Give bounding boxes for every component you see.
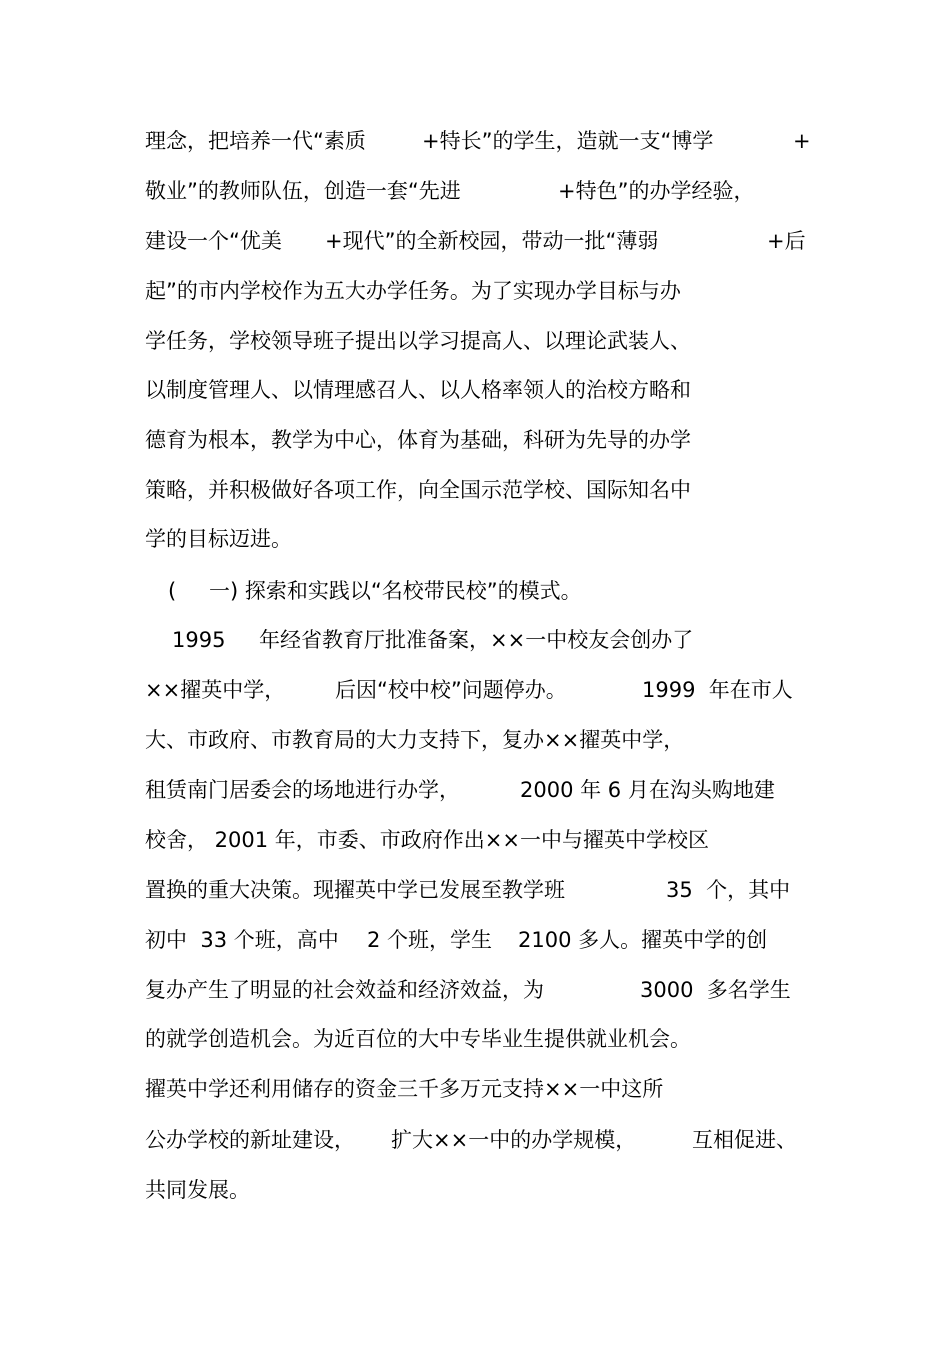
text-segment: 初中 33 个班，高中 bbox=[145, 928, 339, 952]
text-segment: 大、市政府、市教育局的大力支持下，复办××擢英中学， bbox=[145, 728, 685, 752]
text-line bbox=[145, 774, 775, 806]
text-segment: 起”的市内学校作为五大办学任务。为了实现办学目标与办 bbox=[145, 279, 681, 303]
text-segment: +现代”的全新校园，带动一批“薄弱 bbox=[325, 229, 659, 253]
text-segment: 3000 多名学生 bbox=[640, 978, 791, 1002]
text-line bbox=[145, 924, 768, 956]
text-segment: 1995 bbox=[172, 628, 226, 652]
text-segment: 2100 多人。擢英中学的创 bbox=[518, 928, 768, 952]
text-segment: 以制度管理人、以情理感召人、以人格率领人的治校方略和 bbox=[145, 378, 691, 402]
text-line bbox=[145, 674, 793, 706]
text-segment: 的就学创造机会。为近百位的大中专毕业生提供就业机会。 bbox=[145, 1027, 691, 1051]
text-segment: 后因“校中校”问题停办。 bbox=[335, 678, 567, 702]
text-line bbox=[145, 1124, 797, 1156]
text-segment: ( bbox=[168, 579, 177, 603]
text-line bbox=[145, 424, 691, 456]
text-segment: 德育为根本，教学为中心，体育为基础，科研为先导的办学 bbox=[145, 428, 691, 452]
text-line bbox=[145, 325, 691, 357]
text-segment: +特色”的办学经验， bbox=[558, 179, 755, 203]
text-segment: 扩大××一中的办学规模， bbox=[391, 1128, 637, 1152]
text-segment: 2 个班，学生 bbox=[367, 928, 493, 952]
text-line bbox=[145, 874, 791, 906]
text-line bbox=[145, 1073, 664, 1105]
text-segment: 建设一个“优美 bbox=[145, 229, 282, 253]
text-segment: 策略，并积极做好各项工作，向全国示范学校、国际知名中 bbox=[145, 478, 691, 502]
text-segment: 租赁南门居委会的场地进行办学， bbox=[145, 778, 460, 802]
text-line bbox=[145, 624, 694, 656]
text-segment: + bbox=[793, 129, 811, 153]
text-segment: 学的目标迈进。 bbox=[145, 527, 292, 551]
text-line bbox=[145, 275, 681, 307]
text-line bbox=[145, 175, 755, 207]
text-segment: +特长”的学生，造就一支“博学 bbox=[422, 129, 714, 153]
text-segment: 理念，把培养一代“素质 bbox=[145, 129, 366, 153]
text-segment: 置换的重大决策。现擢英中学已发展至教学班 bbox=[145, 878, 565, 902]
text-segment: 校舍， 2001 年，市委、市政府作出××一中与擢英中学校区 bbox=[145, 828, 709, 852]
text-segment: 共同发展。 bbox=[145, 1178, 250, 1202]
text-segment: ××擢英中学， bbox=[145, 678, 286, 702]
text-segment: 互相促进、 bbox=[692, 1128, 797, 1152]
text-segment: 1999 年在市人 bbox=[642, 678, 793, 702]
text-segment: 2000 年 6 月在沟头购地建 bbox=[520, 778, 775, 802]
text-line bbox=[145, 225, 806, 257]
text-line bbox=[145, 974, 791, 1006]
text-segment: 敬业”的教师队伍，创造一套“先进 bbox=[145, 179, 461, 203]
text-line bbox=[145, 374, 691, 406]
text-segment: +后 bbox=[767, 229, 806, 253]
text-segment: 擢英中学还利用储存的资金三千多万元支持××一中这所 bbox=[145, 1077, 664, 1101]
text-line bbox=[145, 523, 292, 555]
text-segment: 一) 探索和实践以“名校带民校”的模式。 bbox=[209, 579, 582, 603]
text-line bbox=[145, 1023, 691, 1055]
section-heading bbox=[145, 575, 582, 607]
text-segment: 学任务，学校领导班子提出以学习提高人、以理论武装人、 bbox=[145, 329, 691, 353]
text-segment: 复办产生了明显的社会效益和经济效益，为 bbox=[145, 978, 544, 1002]
text-line bbox=[145, 125, 811, 157]
text-segment: 年经省教育厅批准备案，××一中校友会创办了 bbox=[259, 628, 694, 652]
text-segment: 35 个，其中 bbox=[666, 878, 791, 902]
text-line bbox=[145, 724, 685, 756]
text-line bbox=[145, 824, 709, 856]
text-segment: 公办学校的新址建设， bbox=[145, 1128, 355, 1152]
text-line bbox=[145, 474, 691, 506]
text-line bbox=[145, 1174, 250, 1206]
